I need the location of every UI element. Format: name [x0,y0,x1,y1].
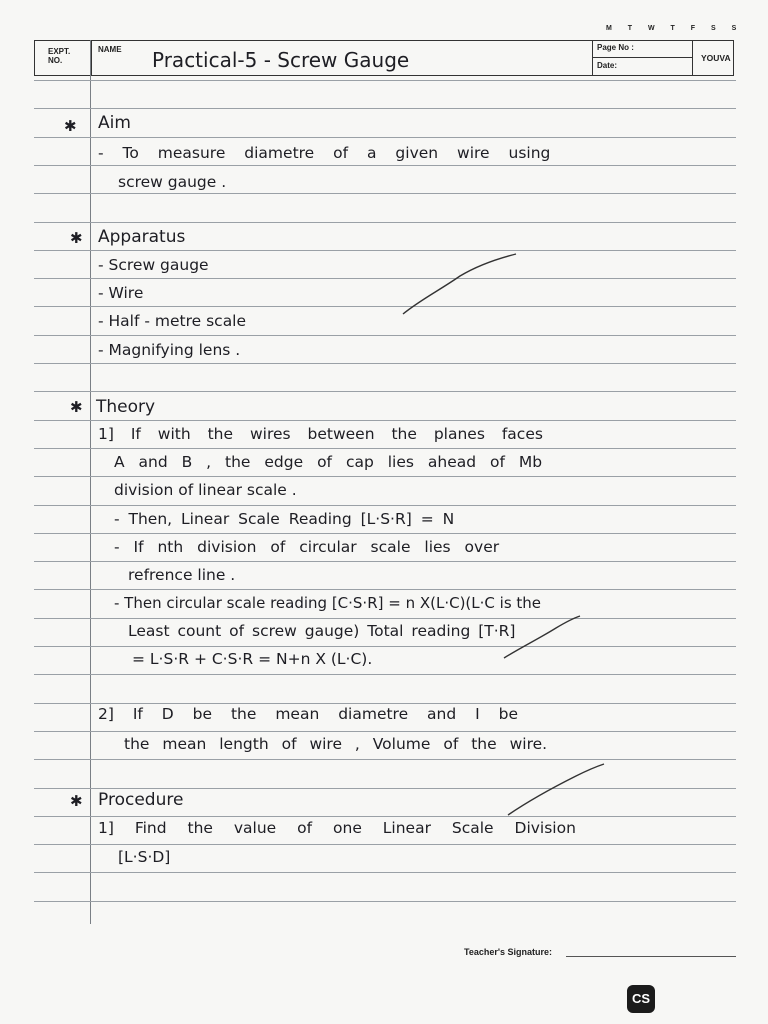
theory-line-1: 1] If with the wires between the planes faces [98,425,543,443]
apparatus-item-4: - Magnifying lens . [98,341,241,359]
tick-mark-apparatus [403,254,516,314]
tick-mark-theory [504,616,580,658]
apparatus-item-1: - Screw gauge [98,256,209,274]
star-bullet: ✱ [64,117,77,135]
theory-line-3: division of linear scale . [114,481,297,499]
theory-line-9: = L·S·R + C·S·R = N+n X (L·C). [132,650,373,668]
theory-line-11: the mean length of wire , Volume of the wire. [124,735,548,753]
aim-line-1: - To measure diametre of a given wire using [98,144,551,162]
scanner-app-logo: CS [627,985,655,1013]
page-title: Practical-5 - Screw Gauge [152,48,410,72]
theory-line-7: - Then circular scale reading [C·S·R] = n X(L·C)(L·C is the [114,594,542,612]
procedure-line-1: 1] Find the value of one Linear Scale Division [98,819,576,837]
theory-line-8: Least count of screw gauge) Total reading [T·R] [128,622,516,640]
procedure-line-2: [L·S·D] [118,848,171,866]
page-no-label: Page No : [597,43,634,52]
weekday-letters: M T W T F S S [606,25,744,32]
teacher-signature-label: Teacher's Signature: [464,947,553,957]
star-bullet: ✱ [70,398,83,416]
aim-heading: Aim [98,113,131,133]
date-label: Date: [597,61,618,70]
apparatus-heading: Apparatus [98,227,186,247]
theory-line-2: A and B , the edge of cap lies ahead of Mb [114,453,543,471]
star-bullet: ✱ [70,229,83,247]
theory-line-4: - Then, Linear Scale Reading [L·S·R] = N [114,510,455,528]
name-label: NAME [98,45,122,54]
theory-line-5: - If nth division of circular scale lies over [114,538,500,556]
expt-label: EXPT. NO. [48,47,71,65]
theory-line-6: refrence line . [128,566,236,584]
signature-line [566,956,736,957]
apparatus-item-2: - Wire [98,284,144,302]
apparatus-item-3: - Half - metre scale [98,312,247,330]
theory-line-10: 2] If D be the mean diametre and I be [98,705,519,723]
procedure-heading: Procedure [98,790,184,810]
tick-mark-procedure [508,764,604,815]
theory-heading: Theory [96,397,156,417]
brand-label: YOUVA [701,53,731,63]
aim-line-2: screw gauge . [118,173,227,191]
star-bullet: ✱ [70,792,83,810]
